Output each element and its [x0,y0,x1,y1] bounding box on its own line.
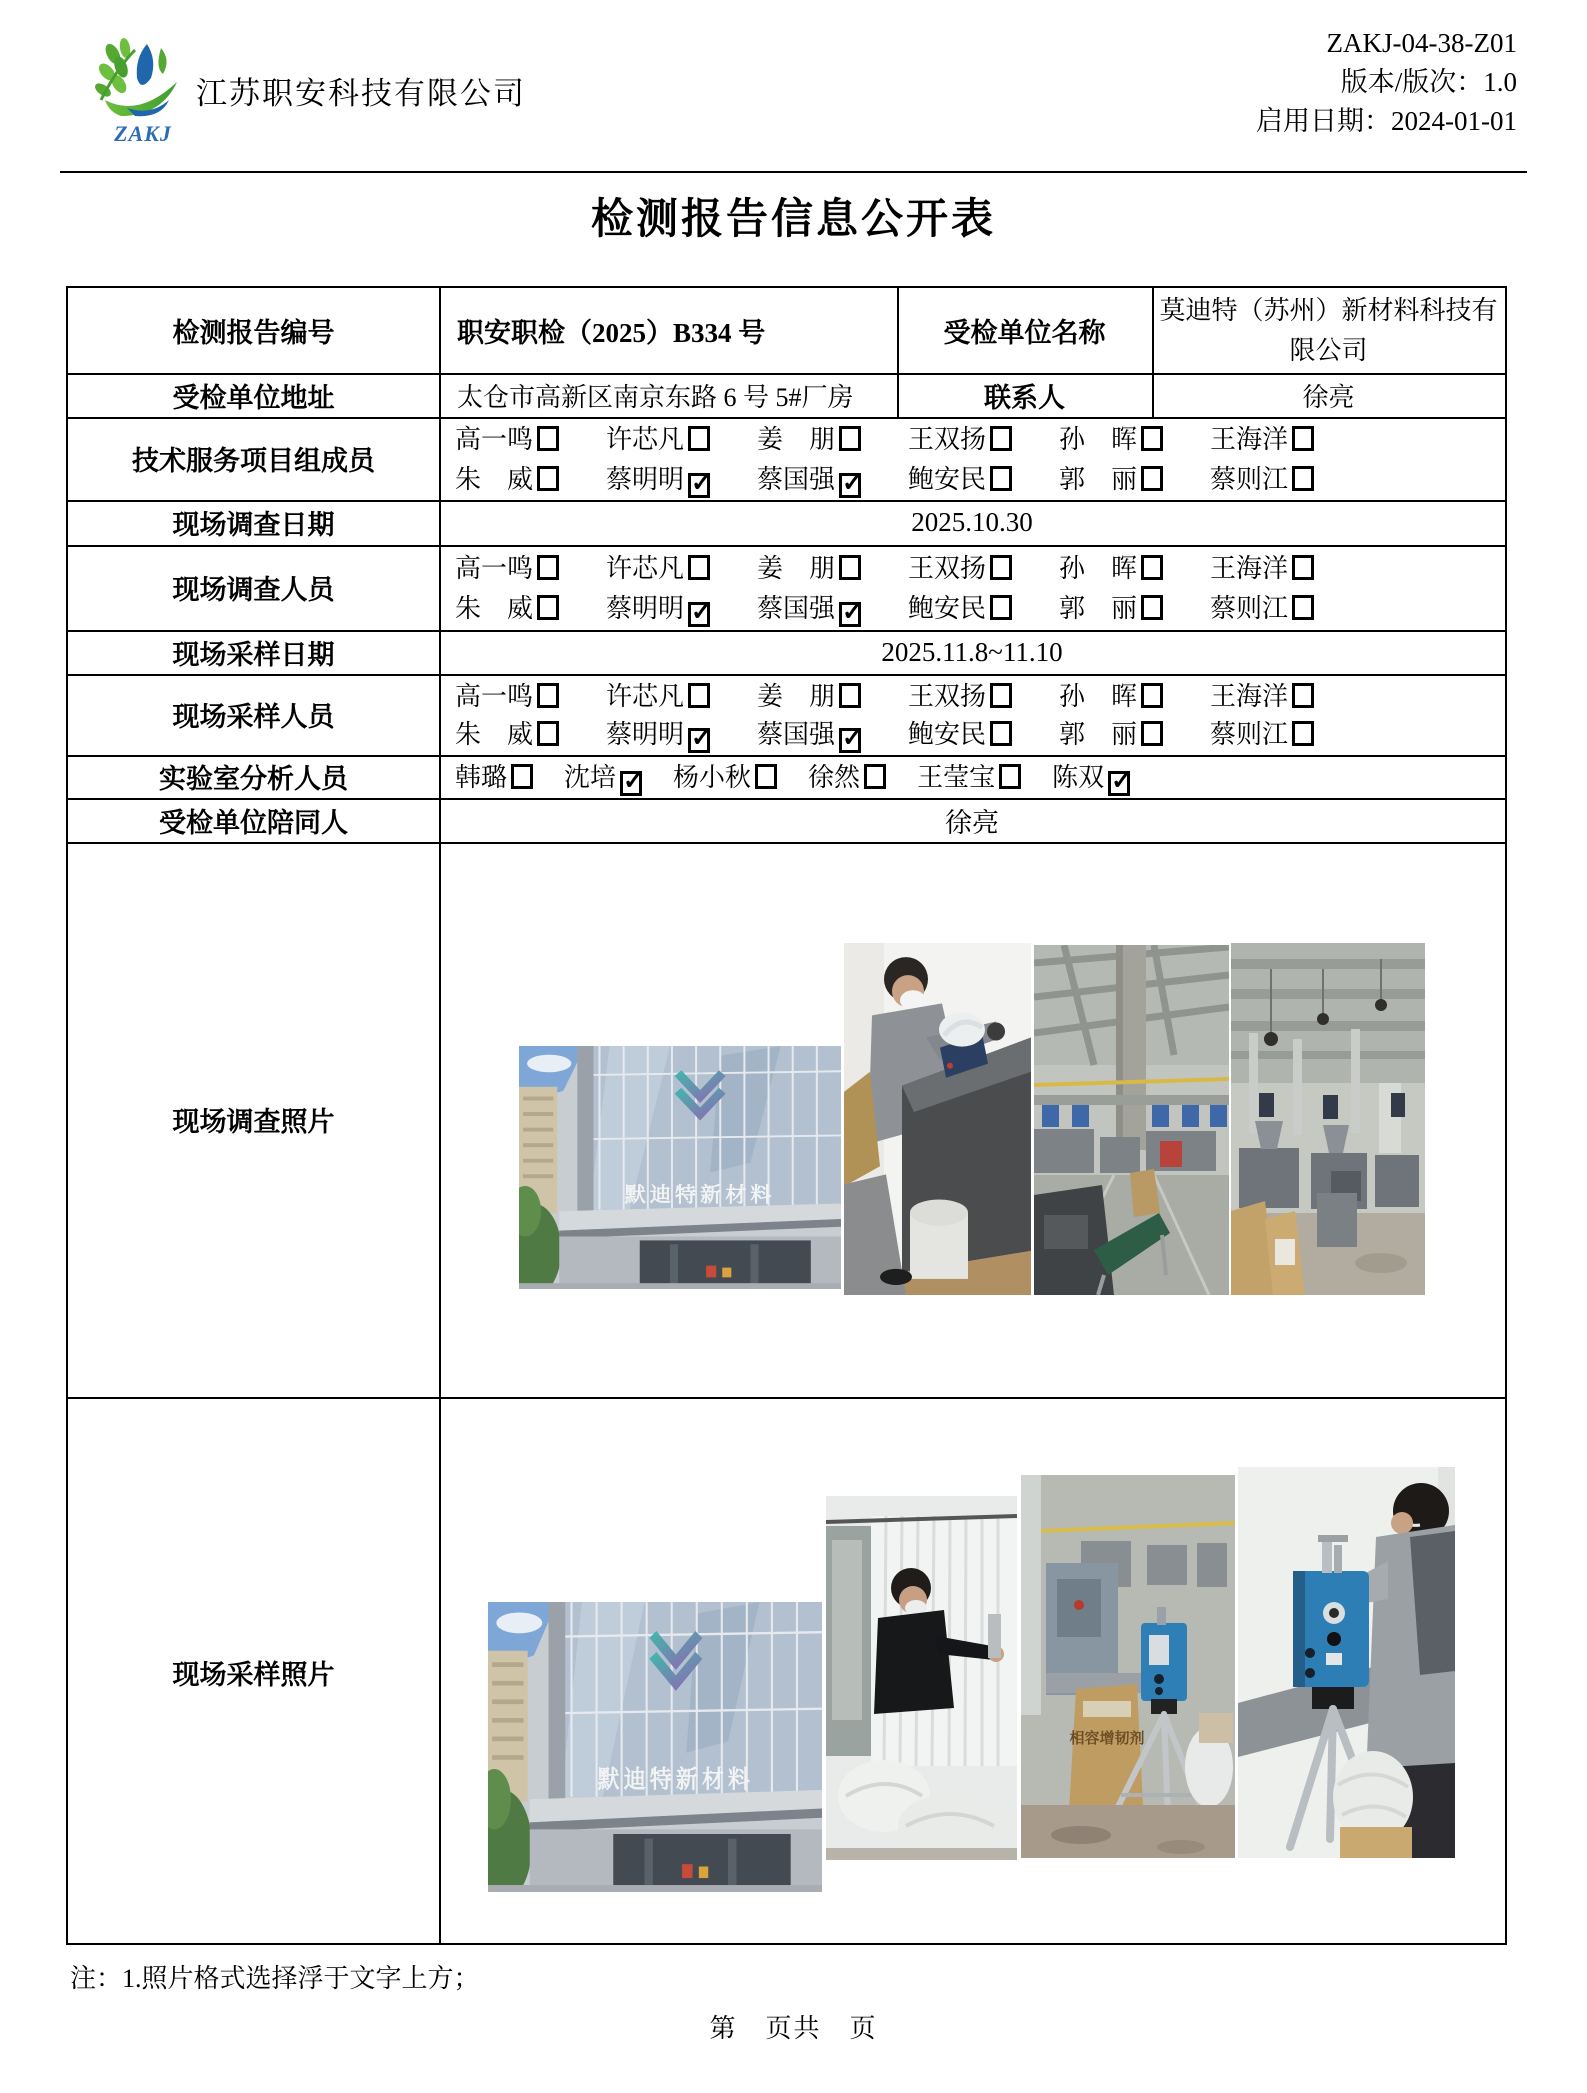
member-item [908,676,1059,713]
checkbox-unchecked-icon[interactable] [1292,466,1314,491]
photo-sampler-adjusting [1238,1467,1455,1858]
member-name: 许芯凡 [606,425,685,455]
member-item [1052,757,1133,796]
member-item [1210,714,1361,753]
sampling-date-label: 现场采样日期 [172,639,335,670]
member-item [455,676,606,713]
checkbox-unchecked-icon[interactable] [1292,555,1314,580]
doc-code: ZAKJ-04-38-Z01 [1326,28,1517,58]
checkbox-checked-icon[interactable]: ✓ [688,728,710,753]
member-name: 王海洋 [1210,425,1289,455]
member-name: 蔡国强 [757,720,836,750]
member-item [564,757,642,796]
member-item [908,588,1059,627]
header-rule [60,171,1527,173]
checkbox-checked-icon[interactable]: ✓ [839,602,861,627]
checkbox-unchecked-icon[interactable] [1141,721,1163,746]
team-members [439,417,1505,500]
checkbox-unchecked-icon[interactable] [537,683,559,708]
header-codes [1256,24,1517,141]
member-name: 王双扬 [908,554,987,583]
member-name: 朱 威 [455,464,534,494]
member-item [455,419,606,456]
member-item [757,419,908,456]
checkbox-unchecked-icon[interactable] [990,595,1012,620]
checkbox-checked-icon[interactable]: ✓ [688,473,710,498]
checkbox-checked-icon[interactable]: ✓ [688,602,710,627]
checkbox-unchecked-icon[interactable] [1141,595,1163,620]
member-item [908,459,1059,498]
member-item [455,548,606,585]
checkbox-unchecked-icon[interactable] [839,683,861,708]
companion-value: 徐亮 [945,807,999,838]
member-name: 孙 晖 [1059,425,1138,455]
member-item [455,588,606,627]
member-item [455,714,606,753]
checkbox-unchecked-icon[interactable] [839,555,861,580]
member-item [1059,714,1210,753]
member-item [1059,676,1210,713]
photo-sample-weighing [844,943,1031,1295]
member-item [908,548,1059,585]
building-sign-text: 默迪特新材料 [624,1183,776,1207]
member-name: 王莹宝 [917,763,996,792]
member-name: 蔡明明 [606,594,685,623]
member-name: 王海洋 [1210,554,1289,583]
unit-addr-value: 太仓市高新区南京东路 6 号 5#厂房 [457,382,854,412]
member-item [757,676,908,713]
member-name: 高一鸣 [455,425,534,455]
version-line: 版本/版次：1.0 [1340,67,1517,97]
checkbox-checked-icon[interactable]: ✓ [839,473,861,498]
member-line [439,676,1505,713]
photo-factory-interior-2 [1231,943,1425,1295]
member-item [908,714,1059,753]
checkbox-unchecked-icon[interactable] [1141,683,1163,708]
checkbox-unchecked-icon[interactable] [1292,426,1314,451]
member-name: 许芯凡 [606,681,685,711]
checkbox-unchecked-icon[interactable] [864,764,886,789]
member-name: 陈双 [1052,763,1105,792]
checkbox-unchecked-icon[interactable] [537,595,559,620]
unit-name-label: 受检单位名称 [943,318,1106,348]
lab-label: 实验室分析人员 [159,764,348,794]
member-name: 王海洋 [1210,681,1289,711]
sampling-date-value: 2025.11.8~11.10 [881,636,1063,667]
member-name: 蔡则江 [1210,464,1289,494]
sampling-staff-label: 现场采样人员 [172,702,335,732]
member-name: 许芯凡 [606,554,685,583]
member-name: 蔡明明 [606,720,685,750]
member-item [1059,588,1210,627]
contact-label: 联系人 [984,382,1065,413]
member-name: 王双扬 [908,425,987,455]
checkbox-unchecked-icon[interactable] [537,555,559,580]
checkbox-unchecked-icon[interactable] [537,466,559,491]
member-item [606,588,757,627]
checkbox-unchecked-icon[interactable] [990,721,1012,746]
company-name: 江苏职安科技有限公司 [196,76,526,111]
survey-photo-label: 现场调查照片 [172,1107,335,1137]
member-item [606,419,757,456]
member-item [606,714,757,753]
company-logo [88,34,198,152]
page-footer: 第 页共 页 [709,2014,878,2043]
checkbox-unchecked-icon[interactable] [990,426,1012,451]
member-name: 鲍安民 [908,464,987,494]
member-name: 鲍安民 [908,720,987,750]
member-item [757,714,908,753]
member-name: 朱 威 [455,594,534,623]
photo-building-entrance [519,1046,841,1289]
member-name: 孙 晖 [1059,554,1138,583]
checkbox-unchecked-icon[interactable] [999,764,1021,789]
footnote: 注：1.照片格式选择浮于文字上方； [70,1964,480,1993]
logo-text: ZAKJ [114,121,172,146]
member-item [455,757,533,796]
member-item [808,757,886,796]
photo-factory-interior-1 [1034,945,1229,1295]
survey-staff-label: 现场调查人员 [172,575,335,605]
checkbox-unchecked-icon[interactable] [1292,721,1314,746]
report-no-label: 检测报告编号 [172,318,335,348]
member-name: 蔡国强 [757,594,836,623]
member-item [606,459,757,498]
companion-label: 受检单位陪同人 [159,807,348,838]
checkbox-unchecked-icon[interactable] [990,683,1012,708]
sampling-staff-members [439,674,1505,755]
checkbox-unchecked-icon[interactable] [688,426,710,451]
checkbox-unchecked-icon[interactable] [511,764,533,789]
member-item [1059,419,1210,456]
member-name: 杨小秋 [673,763,752,792]
member-name: 王双扬 [908,681,987,711]
member-item [917,757,1021,796]
member-name: 蔡国强 [757,464,836,494]
member-item [757,459,908,498]
checkbox-unchecked-icon[interactable] [537,721,559,746]
member-item [673,757,777,796]
photo-building-entrance-2 [488,1602,822,1892]
checkbox-unchecked-icon[interactable] [755,764,777,789]
member-item [606,548,757,585]
checkbox-unchecked-icon[interactable] [1141,426,1163,451]
member-item [1059,459,1210,498]
lab-members [439,755,1505,798]
member-item [455,459,606,498]
page-title: 检测报告信息公开表 [590,197,996,243]
checkbox-checked-icon[interactable]: ✓ [1108,771,1130,796]
team-label: 技术服务项目组成员 [132,446,375,476]
member-name: 鲍安民 [908,594,987,623]
contact-value: 徐亮 [1302,382,1355,412]
kraft-bag-label: 相容增韧剂 [1069,1731,1145,1747]
member-name: 蔡明明 [606,464,685,494]
unit-name-value: 莫迪特（苏州）新材料科技有限公司 [1159,295,1498,365]
member-name: 姜 朋 [757,554,836,583]
member-name: 沈培 [564,763,617,792]
checkbox-checked-icon[interactable]: ✓ [620,771,642,796]
checkbox-unchecked-icon[interactable] [1141,466,1163,491]
member-name: 郭 丽 [1059,464,1138,494]
member-name: 姜 朋 [757,681,836,711]
member-name: 高一鸣 [455,681,534,711]
checkbox-unchecked-icon[interactable] [1292,683,1314,708]
member-item [1210,419,1361,456]
checkbox-unchecked-icon[interactable] [1141,555,1163,580]
survey-date-label: 现场调查日期 [172,510,335,540]
member-item [1210,676,1361,713]
member-item [908,419,1059,456]
checkbox-unchecked-icon[interactable] [839,426,861,451]
member-name: 朱 威 [455,720,534,750]
report-no-value: 职安职检（2025）B334 号 [457,318,766,348]
member-item [606,676,757,713]
member-item [757,588,908,627]
checkbox-unchecked-icon[interactable] [688,555,710,580]
member-name: 孙 晖 [1059,681,1138,711]
checkbox-unchecked-icon[interactable] [537,426,559,451]
member-item [1210,548,1361,585]
survey-staff-members [439,545,1505,630]
member-name: 蔡则江 [1210,594,1289,623]
member-item [757,548,908,585]
member-item [1210,588,1361,627]
unit-addr-label: 受检单位地址 [172,382,335,413]
leaf-logo-icon [91,34,195,120]
date-line: 启用日期：2024-01-01 [1256,106,1517,136]
member-name: 郭 丽 [1059,720,1138,750]
member-name: 蔡则江 [1210,720,1289,750]
member-line [439,459,1505,498]
member-name: 郭 丽 [1059,594,1138,623]
checkbox-unchecked-icon[interactable] [1292,595,1314,620]
report-table [66,286,1507,1945]
member-line [439,714,1505,753]
member-line [439,757,1133,796]
building-sign-text: 默迪特新材料 [597,1766,755,1794]
checkbox-unchecked-icon[interactable] [688,683,710,708]
sampling-photo-label: 现场采样照片 [172,1659,335,1690]
member-name: 韩璐 [455,763,508,792]
checkbox-unchecked-icon[interactable] [990,555,1012,580]
photo-cleanroom-sampling [826,1496,1017,1860]
member-name: 姜 朋 [757,425,836,455]
member-line [439,419,1505,456]
member-name: 高一鸣 [455,554,534,583]
checkbox-checked-icon[interactable]: ✓ [839,728,861,753]
member-line [439,588,1505,627]
member-item [1059,548,1210,585]
member-item [1210,459,1361,498]
photo-sampler-tripod [1021,1475,1235,1858]
member-line [439,548,1505,585]
member-name: 徐然 [808,763,861,792]
survey-date-value: 2025.10.30 [911,507,1033,537]
checkbox-unchecked-icon[interactable] [990,466,1012,491]
